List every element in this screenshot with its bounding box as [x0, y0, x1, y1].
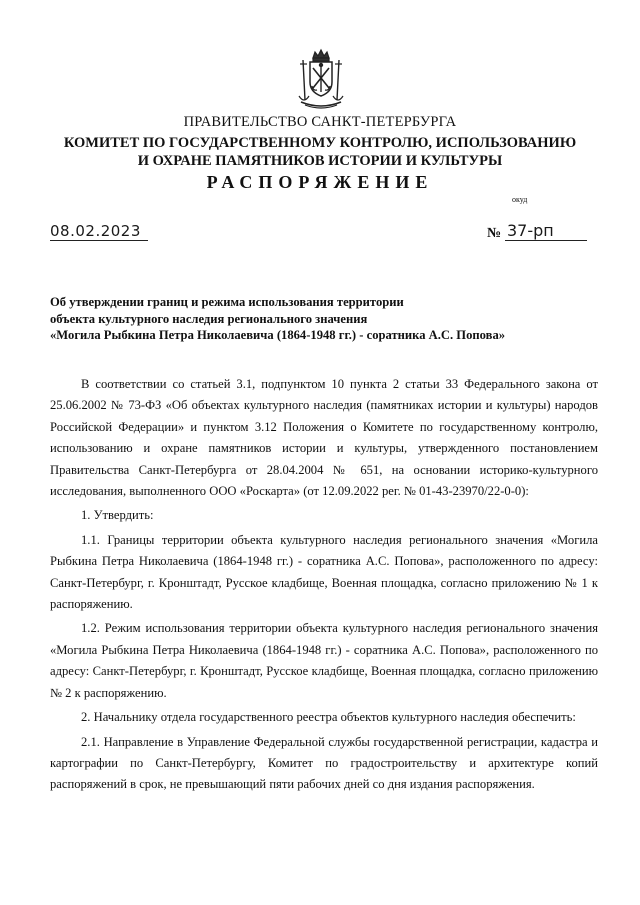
coat-of-arms-icon: [293, 48, 349, 110]
document-type: РАСПОРЯЖЕНИЕ: [206, 172, 434, 192]
preamble-paragraph: В соответствии со статьей 3.1, подпунктом 10 пункта 2 статьи 33 Федерального закона от 25.06.2002 № 73-ФЗ «Об объектах культурного наследия (памятниках истории и культуры) народов Российской Федерации» и пунктом 3.12 Положения о Комитете по государственному контролю, использованию и охране памятников истории и культуры, утвержденного постановлением Правительства Санкт-Петербурга от 28.04.2004 № 651, на основании историко-культурного исследования, выполненного ООО «Роскарта» (от 12.09.2022 рег. № 01-43-23970/22-0-0):: [50, 377, 598, 499]
government-title: ПРАВИТЕЛЬСТВО САНКТ-ПЕТЕРБУРГА: [183, 114, 457, 130]
subject-line-1: Об утверждении границ и режима использования территории: [50, 295, 404, 309]
item-2-1: 2.1. Направление в Управление Федеральной службы государственной регистрации, кадастра и картографии по Санкт-Петербургу, Комитет по градостроительству и архитектуре копий распоряжений в срок, не превышающий пяти рабочих дней со дня издания распоряжения.: [50, 734, 598, 792]
subject-line-3: «Могила Рыбкина Петра Николаевича (1864-1948 гг.) - соратника А.С. Попова»: [50, 328, 506, 342]
subject-line-2: объекта культурного наследия регионального значения: [50, 311, 368, 326]
committee-name: [0, 134, 640, 170]
document-body: [50, 374, 598, 799]
document-date: 08.02.2023: [50, 222, 148, 241]
committee-line-2: И ОХРАНЕ ПАМЯТНИКОВ ИСТОРИИ И КУЛЬТУРЫ: [137, 153, 503, 169]
document-number: 37-рп: [505, 221, 587, 241]
item-2: 2. Начальнику отдела государственного реестра объектов культурного наследия обеспечить:: [81, 710, 576, 725]
committee-line-1: КОМИТЕТ ПО ГОСУДАРСТВЕННОМУ КОНТРОЛЮ, ИСПОЛЬЗОВАНИЮ: [63, 135, 577, 151]
number-label: №: [487, 226, 502, 241]
item-1-1: 1.1. Границы территории объекта культурного наследия регионального значения «Могила Рыбкина Петра Николаевича (1864-1948 гг.) - соратника А.С. Попова», расположенного по адресу: Санкт-Петербург, г. Кронштадт, Русское кладбище, Военная площадка, согласно приложению № 1 к распоряжению.: [50, 532, 598, 612]
item-1: 1. Утвердить:: [81, 508, 154, 523]
document-subject: [50, 294, 570, 344]
item-1-2: 1.2. Режим использования территории объекта культурного наследия регионального значения «Могила Рыбкина Петра Николаевича (1864-1948 гг.) - соратника А.С. Попова», расположенного по адресу: Санкт-Петербург, г. Кронштадт, Русское кладбище, Военная площадка, согласно приложению № 2 к распоряжению.: [50, 621, 598, 700]
okud-label: окуд: [512, 195, 528, 204]
